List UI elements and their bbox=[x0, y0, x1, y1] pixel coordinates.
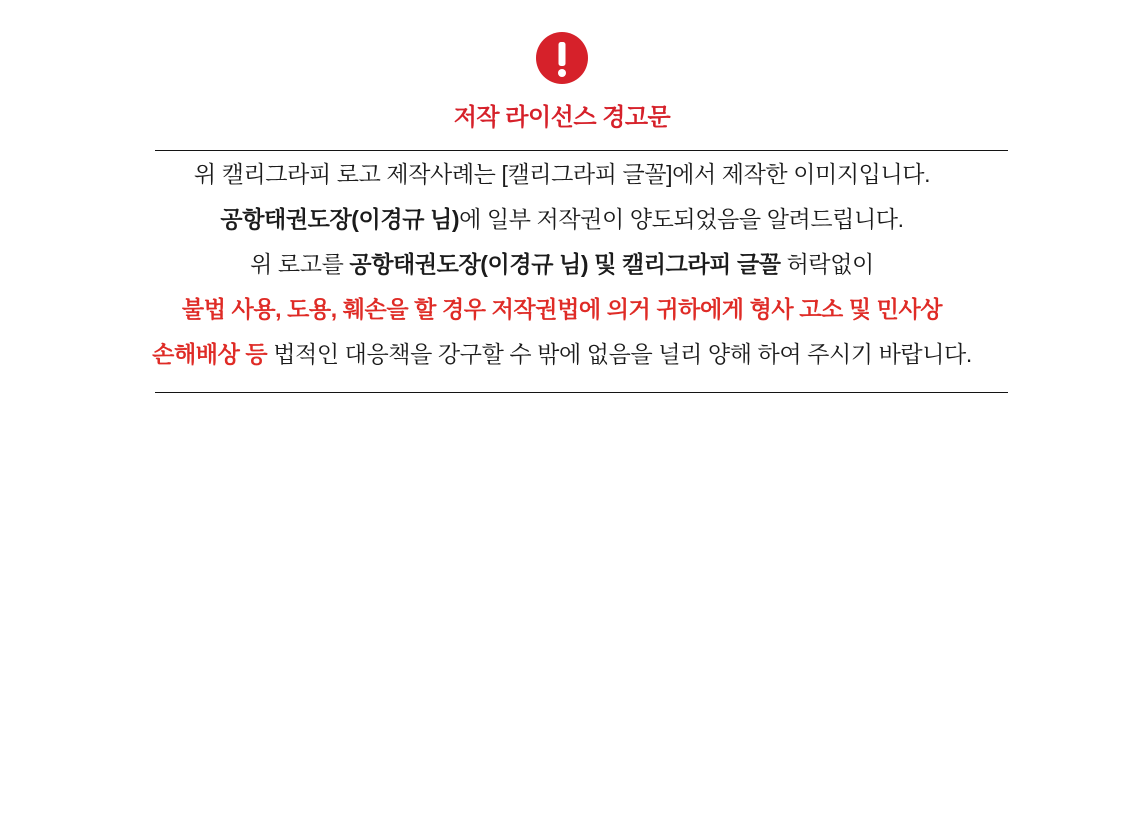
notice-line-1 bbox=[0, 152, 1124, 197]
notice-line-3 bbox=[0, 242, 1124, 287]
text-segment: 위 캘리그라피 로고 제작사례는 [캘리그라피 글꼴]에서 제작한 이미지입니다. bbox=[193, 161, 931, 187]
text-segment-warning: 불법 사용, 도용, 훼손을 할 경우 저작권법에 의거 귀하에게 형사 고소 및 민사상 bbox=[181, 296, 943, 322]
notice-line-2 bbox=[0, 197, 1124, 242]
text-segment: 법적인 대응책을 강구할 수 밖에 없음을 널리 양해 하여 주시기 바랍니다. bbox=[267, 341, 972, 367]
notice-title: 저작 라이선스 경고문 bbox=[453, 104, 671, 131]
exclamation-circle-icon bbox=[536, 32, 588, 84]
text-segment: 에 일부 저작권이 양도되었음을 알려드립니다. bbox=[459, 206, 904, 232]
text-segment-warning: 손해배상 등 bbox=[152, 341, 268, 367]
notice-body bbox=[0, 152, 1124, 377]
bottom-divider bbox=[155, 392, 1008, 393]
top-divider bbox=[155, 150, 1008, 151]
text-segment: 위 로고를 bbox=[250, 251, 350, 277]
text-segment-bold: 공항태권도장(이경규 님) 및 캘리그라피 글꼴 bbox=[349, 251, 781, 277]
exclamation-dot bbox=[558, 69, 566, 77]
text-segment: 허락없이 bbox=[780, 251, 874, 277]
notice-line-5 bbox=[0, 332, 1124, 377]
notice-header bbox=[0, 0, 1124, 132]
exclamation-bar bbox=[559, 42, 566, 66]
notice-line-4 bbox=[0, 287, 1124, 332]
text-segment-bold: 공항태권도장(이경규 님) bbox=[220, 206, 460, 232]
